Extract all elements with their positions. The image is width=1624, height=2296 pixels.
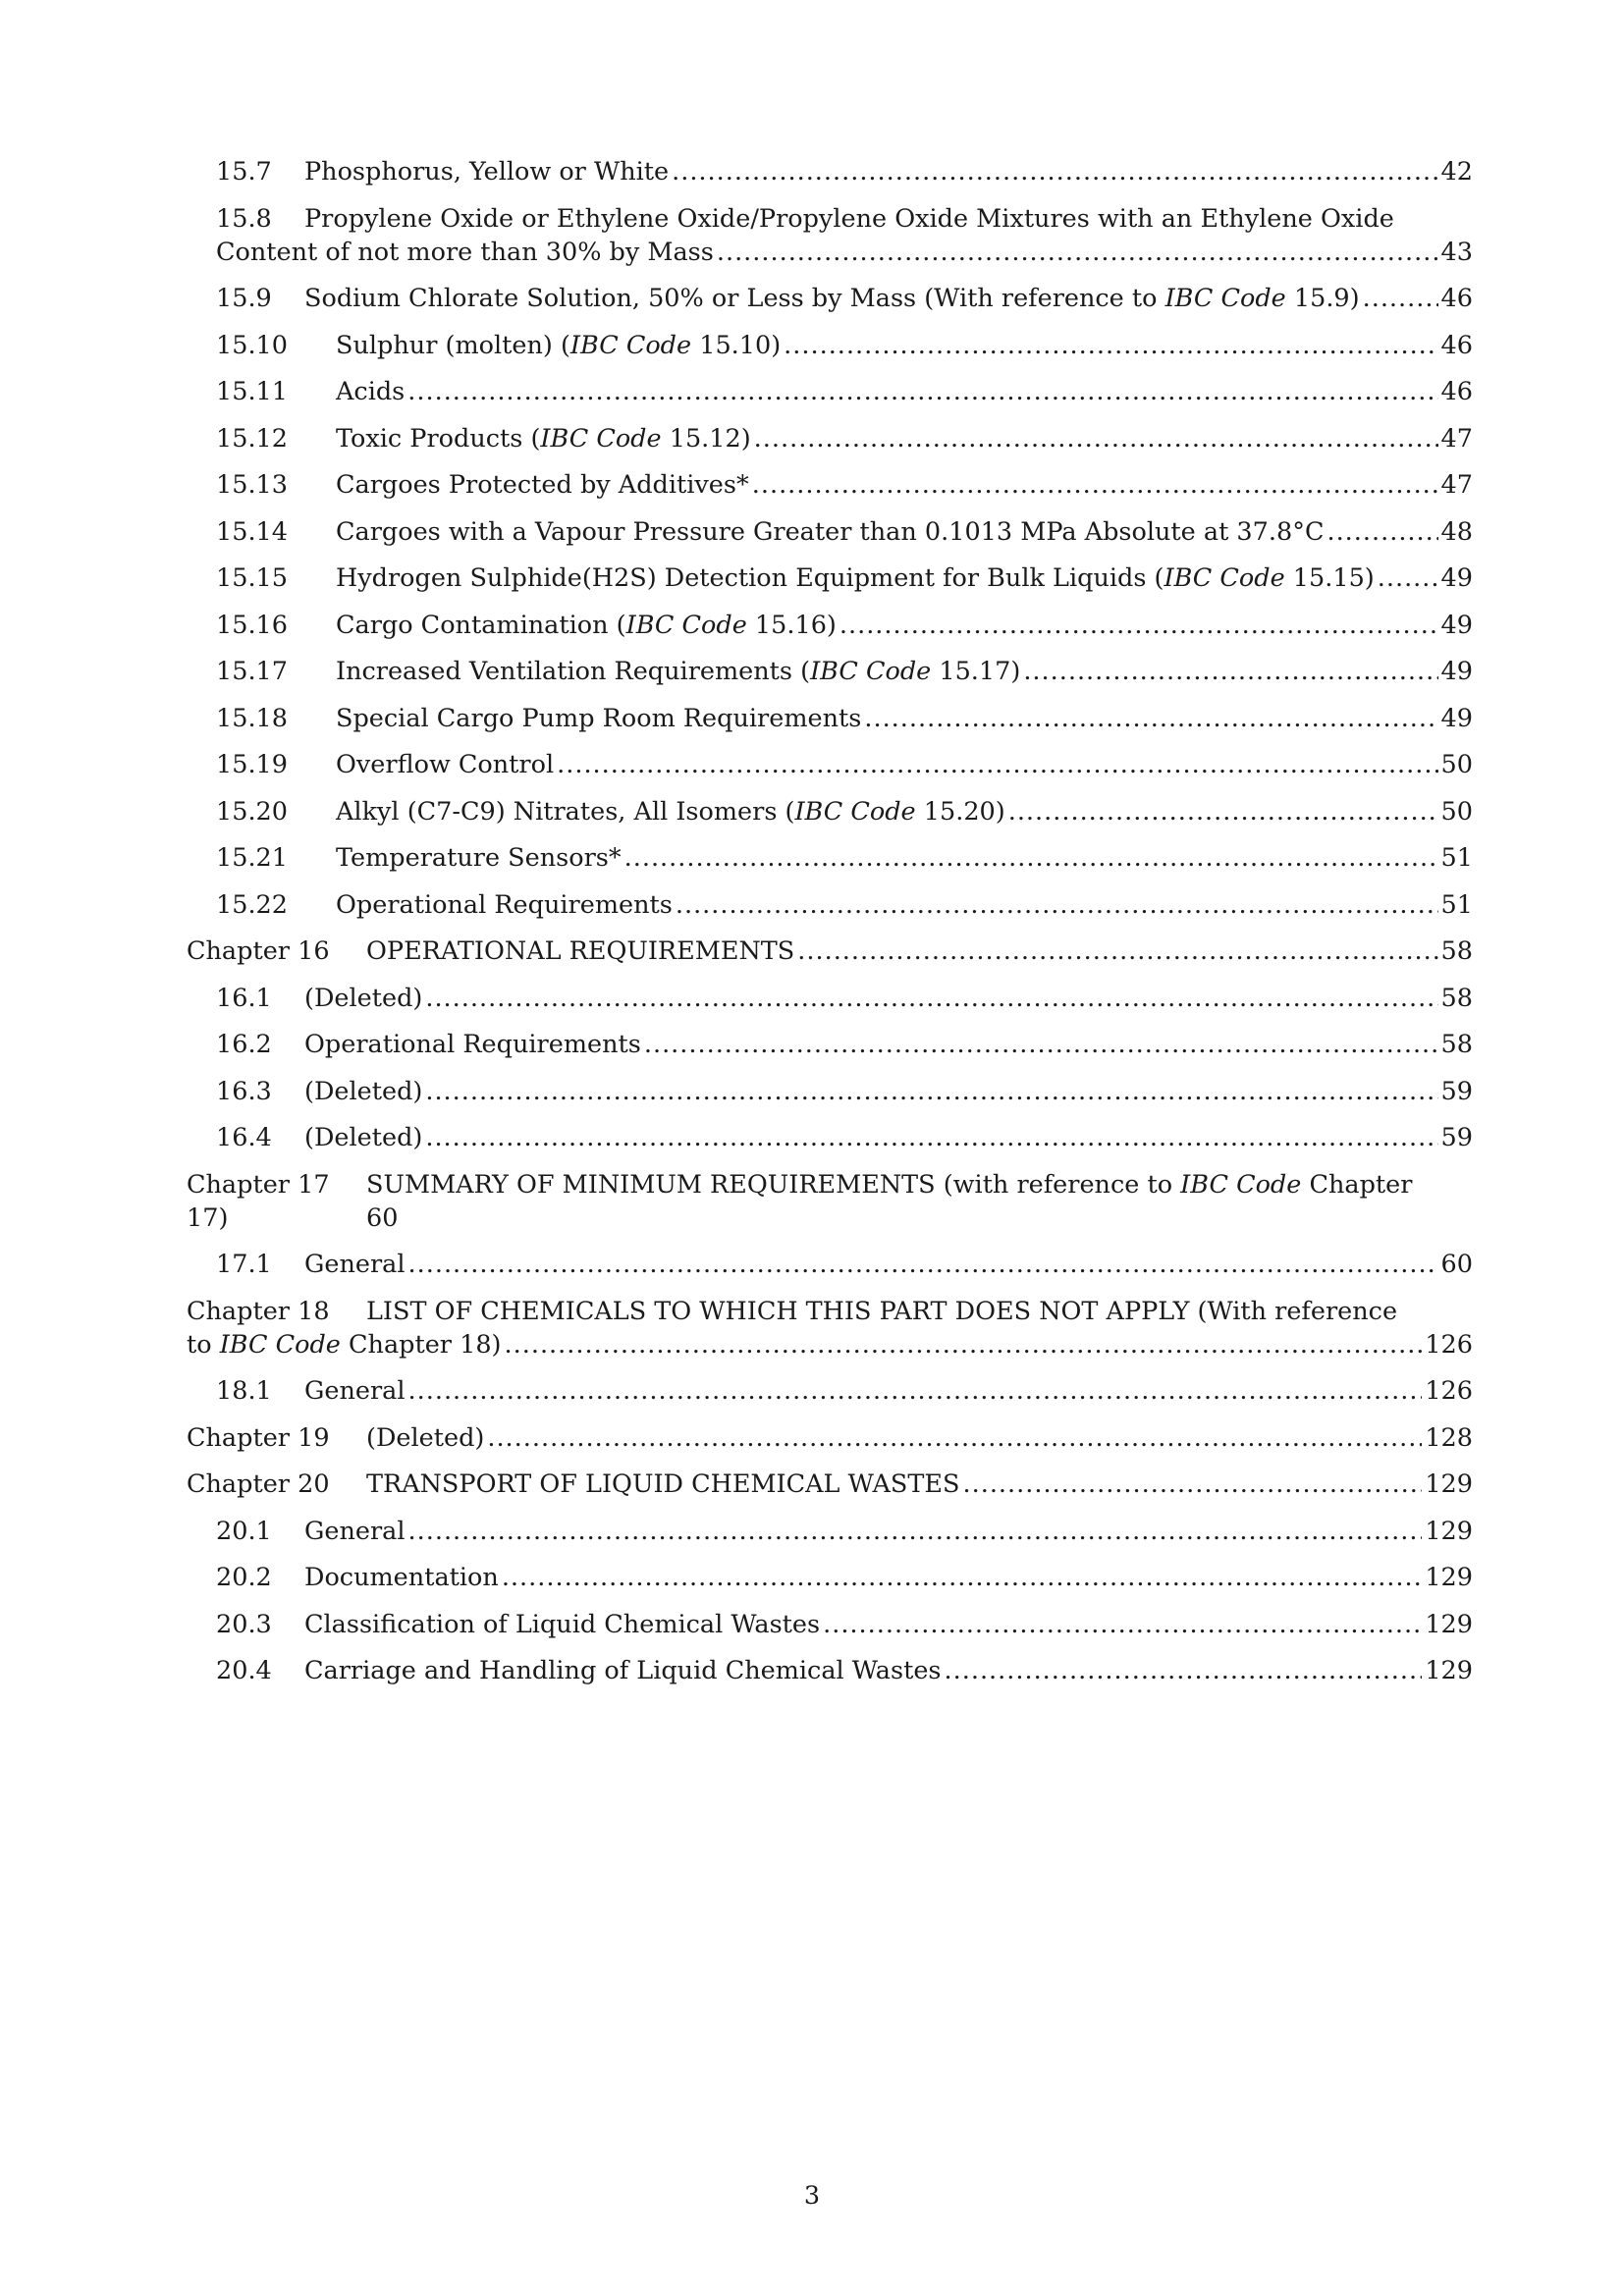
entry-page: 51: [1440, 843, 1473, 873]
toc-entry-18-1[interactable]: [187, 1374, 1473, 1408]
dot-leader: [672, 155, 1437, 188]
entry-number: 16.1: [216, 983, 272, 1013]
entry-title: Hydrogen Sulphide(H2S) Detection Equipment for Bulk Liquids (IBC Code 15.15): [336, 563, 1375, 593]
entry-title: Special Cargo Pump Room Requirements: [336, 703, 862, 733]
toc-entry-15-11[interactable]: [187, 375, 1473, 408]
dot-leader: [1008, 795, 1438, 828]
entry-title: Phosphorus, Yellow or White: [304, 157, 670, 187]
entry-title: Documentation: [304, 1563, 499, 1592]
entry-title: Increased Ventilation Requirements (IBC Code 15.17): [336, 657, 1021, 686]
entry-page: 58: [1440, 983, 1473, 1013]
chapter-title: (Deleted): [366, 1422, 485, 1453]
dot-leader: [1023, 655, 1437, 688]
toc-entry-15-14[interactable]: [187, 515, 1473, 549]
entry-title: (Deleted): [304, 1123, 423, 1152]
ibc-code-ref: IBC Code: [625, 610, 747, 640]
entry-number: 16.4: [216, 1123, 272, 1152]
toc-entry-15-9[interactable]: [187, 282, 1473, 315]
toc-chapter-16[interactable]: [187, 934, 1473, 968]
entry-number: 15.12: [216, 423, 289, 454]
dot-leader: [754, 422, 1438, 455]
dot-leader: [1363, 282, 1438, 315]
entry-number: 15.17: [216, 657, 289, 686]
entry-title: Toxic Products (IBC Code 15.12): [336, 423, 751, 454]
dot-leader: [407, 375, 1437, 408]
entry-page: 50: [1440, 796, 1473, 827]
page-number: 3: [803, 2181, 821, 2211]
toc-entry-15-12[interactable]: [187, 422, 1473, 455]
entry-number: 15.16: [216, 610, 289, 640]
toc-entry-20-4[interactable]: [187, 1654, 1473, 1687]
entry-page: 49: [1440, 703, 1473, 733]
entry-page: 129: [1425, 1516, 1473, 1546]
entry-page: 59: [1440, 1123, 1473, 1152]
entry-page: 126: [1425, 1376, 1473, 1406]
toc-entry-15-18[interactable]: [187, 702, 1473, 735]
toc-entry-15-21[interactable]: [187, 841, 1473, 875]
entry-title: General: [304, 1250, 406, 1279]
entry-title: General: [304, 1516, 406, 1546]
entry-number: 15.11: [216, 377, 289, 406]
entry-page: 51: [1440, 889, 1473, 920]
entry-page: 47: [1440, 423, 1473, 454]
dot-leader: [864, 702, 1437, 735]
entry-number: 17.1: [216, 1250, 272, 1279]
toc-entry-15-22[interactable]: [187, 888, 1473, 922]
toc-entry-16-1[interactable]: [187, 982, 1473, 1015]
ibc-code-ref: IBC Code: [1164, 284, 1286, 313]
entry-title: (Deleted): [304, 983, 423, 1013]
entry-number: 15.7: [216, 157, 272, 187]
dot-leader: [624, 841, 1438, 875]
entry-title: General: [304, 1376, 406, 1406]
toc-entry-16-2[interactable]: [187, 1028, 1473, 1061]
dot-leader: [644, 1028, 1438, 1061]
entry-title: Sulphur (molten) (IBC Code 15.10): [336, 330, 782, 360]
entry-title: Cargoes with a Vapour Pressure Greater than 0.1013 MPa Absolute at 37.8°C: [336, 516, 1325, 547]
dot-leader: [945, 1654, 1423, 1687]
toc-chapter-19[interactable]: [187, 1421, 1473, 1455]
chapter-title: OPERATIONAL REQUIREMENTS: [366, 936, 795, 966]
ibc-code-ref: IBC Code: [1180, 1169, 1302, 1200]
toc-entry-15-7[interactable]: [187, 155, 1473, 188]
chapter-number: Chapter 19: [187, 1422, 330, 1453]
entry-title: Sodium Chlorate Solution, 50% or Less by Mass (With reference to IBC Code 15.9): [304, 284, 1360, 313]
dot-leader: [676, 888, 1438, 922]
dot-leader: [557, 748, 1437, 781]
entry-number: 15.21: [216, 843, 289, 873]
entry-page: 48: [1440, 516, 1473, 547]
dot-leader: [408, 1374, 1423, 1408]
entry-page: 129: [1425, 1563, 1473, 1592]
entry-number: 15.19: [216, 750, 289, 779]
entry-page: 47: [1440, 470, 1473, 500]
dot-leader: [487, 1421, 1422, 1455]
entry-number: 15.13: [216, 470, 289, 500]
ibc-code-ref: IBC Code: [540, 423, 662, 454]
entry-page: 46: [1440, 330, 1473, 360]
entry-page: 42: [1440, 157, 1473, 187]
toc-entry-15-8[interactable]: [187, 202, 1473, 269]
entry-page: 46: [1440, 377, 1473, 406]
entry-page: 58: [1440, 1030, 1473, 1059]
entry-page: 49: [1440, 657, 1473, 686]
chapter-number: Chapter 17: [187, 1169, 330, 1200]
entry-title: Temperature Sensors*: [336, 843, 622, 873]
toc-entry-15-13[interactable]: [187, 468, 1473, 502]
dot-leader: [408, 1515, 1423, 1548]
entry-page: 49: [1440, 563, 1473, 593]
dot-leader: [425, 982, 1437, 1015]
toc-chapter-20[interactable]: [187, 1468, 1473, 1501]
ibc-code-ref: IBC Code: [569, 330, 692, 360]
dot-leader: [425, 1121, 1437, 1154]
dot-leader: [839, 609, 1438, 642]
entry-number: 16.2: [216, 1030, 272, 1059]
entry-number: 15.8: [216, 203, 272, 234]
chapter-title: TRANSPORT OF LIQUID CHEMICAL WASTES: [366, 1469, 960, 1499]
entry-page: 60: [1440, 1250, 1473, 1279]
entry-number: 20.2: [216, 1563, 272, 1592]
toc-entry-15-10[interactable]: [187, 329, 1473, 362]
entry-title: Operational Requirements: [336, 889, 673, 920]
chapter-title-line1: LIST OF CHEMICALS TO WHICH THIS PART DOES NOT APPLY (With reference: [366, 1296, 1398, 1326]
entry-number: 15.10: [216, 330, 289, 360]
chapter-title-line1: SUMMARY OF MINIMUM REQUIREMENTS (with reference to IBC Code Chapter: [366, 1169, 1413, 1200]
entry-page: 46: [1440, 284, 1473, 313]
entry-number: 16.3: [216, 1076, 272, 1106]
entry-number: 15.15: [216, 563, 289, 593]
toc-chapter-17[interactable]: [187, 1168, 1473, 1235]
toc-entry-16-4[interactable]: [187, 1121, 1473, 1154]
entry-number: 20.4: [216, 1656, 272, 1685]
dot-leader: [505, 1328, 1423, 1362]
dot-leader: [797, 934, 1437, 968]
ibc-code-ref: IBC Code: [810, 657, 932, 686]
table-of-contents: [187, 155, 1473, 1701]
entry-title: Cargo Contamination (IBC Code 15.16): [336, 610, 837, 640]
entry-number: 15.9: [216, 284, 272, 313]
entry-title: Carriage and Handling of Liquid Chemical Wastes: [304, 1656, 942, 1685]
toc-entry-17-1[interactable]: [187, 1248, 1473, 1281]
entry-title: Classification of Liquid Chemical Wastes: [304, 1609, 821, 1639]
entry-title: Acids: [336, 377, 406, 406]
dot-leader: [425, 1075, 1437, 1108]
dot-leader: [784, 329, 1437, 362]
entry-title: Cargoes Protected by Additives*: [336, 470, 749, 500]
dot-leader: [1378, 561, 1438, 595]
toc-entry-15-20[interactable]: [187, 795, 1473, 828]
entry-page: 129: [1425, 1656, 1473, 1685]
toc-entry-20-2[interactable]: [187, 1561, 1473, 1594]
entry-number: 15.22: [216, 889, 289, 920]
entry-page: 60: [366, 1202, 399, 1233]
entry-number: 15.14: [216, 516, 289, 547]
entry-page: 129: [1425, 1609, 1473, 1639]
toc-entry-20-1[interactable]: [187, 1515, 1473, 1548]
dot-leader: [717, 236, 1438, 269]
entry-title: (Deleted): [304, 1076, 423, 1106]
entry-page: 126: [1425, 1329, 1473, 1360]
ibc-code-ref: IBC Code: [219, 1329, 341, 1360]
entry-number: 20.1: [216, 1516, 272, 1546]
toc-entry-20-3[interactable]: [187, 1608, 1473, 1641]
entry-title-line1: Propylene Oxide or Ethylene Oxide/Propylene Oxide Mixtures with an Ethylene Oxide: [304, 203, 1394, 234]
dot-leader: [502, 1561, 1423, 1594]
entry-page: 129: [1425, 1469, 1473, 1499]
dot-leader: [823, 1608, 1422, 1641]
toc-chapter-18[interactable]: [187, 1295, 1473, 1362]
dot-leader: [1326, 515, 1437, 549]
toc-entry-15-19[interactable]: [187, 748, 1473, 781]
chapter-title-line2: to IBC Code Chapter 18): [187, 1329, 502, 1360]
entry-page: 128: [1425, 1422, 1473, 1453]
ibc-code-ref: IBC Code: [1164, 563, 1285, 593]
entry-number: 20.3: [216, 1609, 272, 1639]
toc-entry-15-17[interactable]: [187, 655, 1473, 688]
entry-page: 59: [1440, 1076, 1473, 1106]
entry-title: Overflow Control: [336, 750, 555, 779]
entry-page: 43: [1440, 237, 1473, 267]
dot-leader: [963, 1468, 1423, 1501]
entry-page: 58: [1440, 936, 1473, 966]
entry-number: 15.18: [216, 703, 289, 733]
dot-leader: [408, 1248, 1438, 1281]
chapter-number: Chapter 20: [187, 1469, 330, 1499]
entry-page: 49: [1440, 610, 1473, 640]
dot-leader: [752, 468, 1438, 502]
chapter-title-line2: 17): [187, 1202, 229, 1233]
entry-title: Alkyl (C7-C9) Nitrates, All Isomers (IBC Code 15.20): [336, 796, 1005, 827]
toc-entry-16-3[interactable]: [187, 1075, 1473, 1108]
ibc-code-ref: IBC Code: [794, 796, 916, 827]
entry-title-line2: Content of not more than 30% by Mass: [216, 237, 714, 267]
entry-title: Operational Requirements: [304, 1030, 641, 1059]
toc-entry-15-16[interactable]: [187, 609, 1473, 642]
entry-number: 15.20: [216, 796, 289, 827]
entry-number: 18.1: [216, 1376, 272, 1406]
chapter-number: Chapter 16: [187, 936, 330, 966]
entry-page: 50: [1440, 750, 1473, 779]
chapter-number: Chapter 18: [187, 1296, 330, 1326]
toc-entry-15-15[interactable]: [187, 561, 1473, 595]
